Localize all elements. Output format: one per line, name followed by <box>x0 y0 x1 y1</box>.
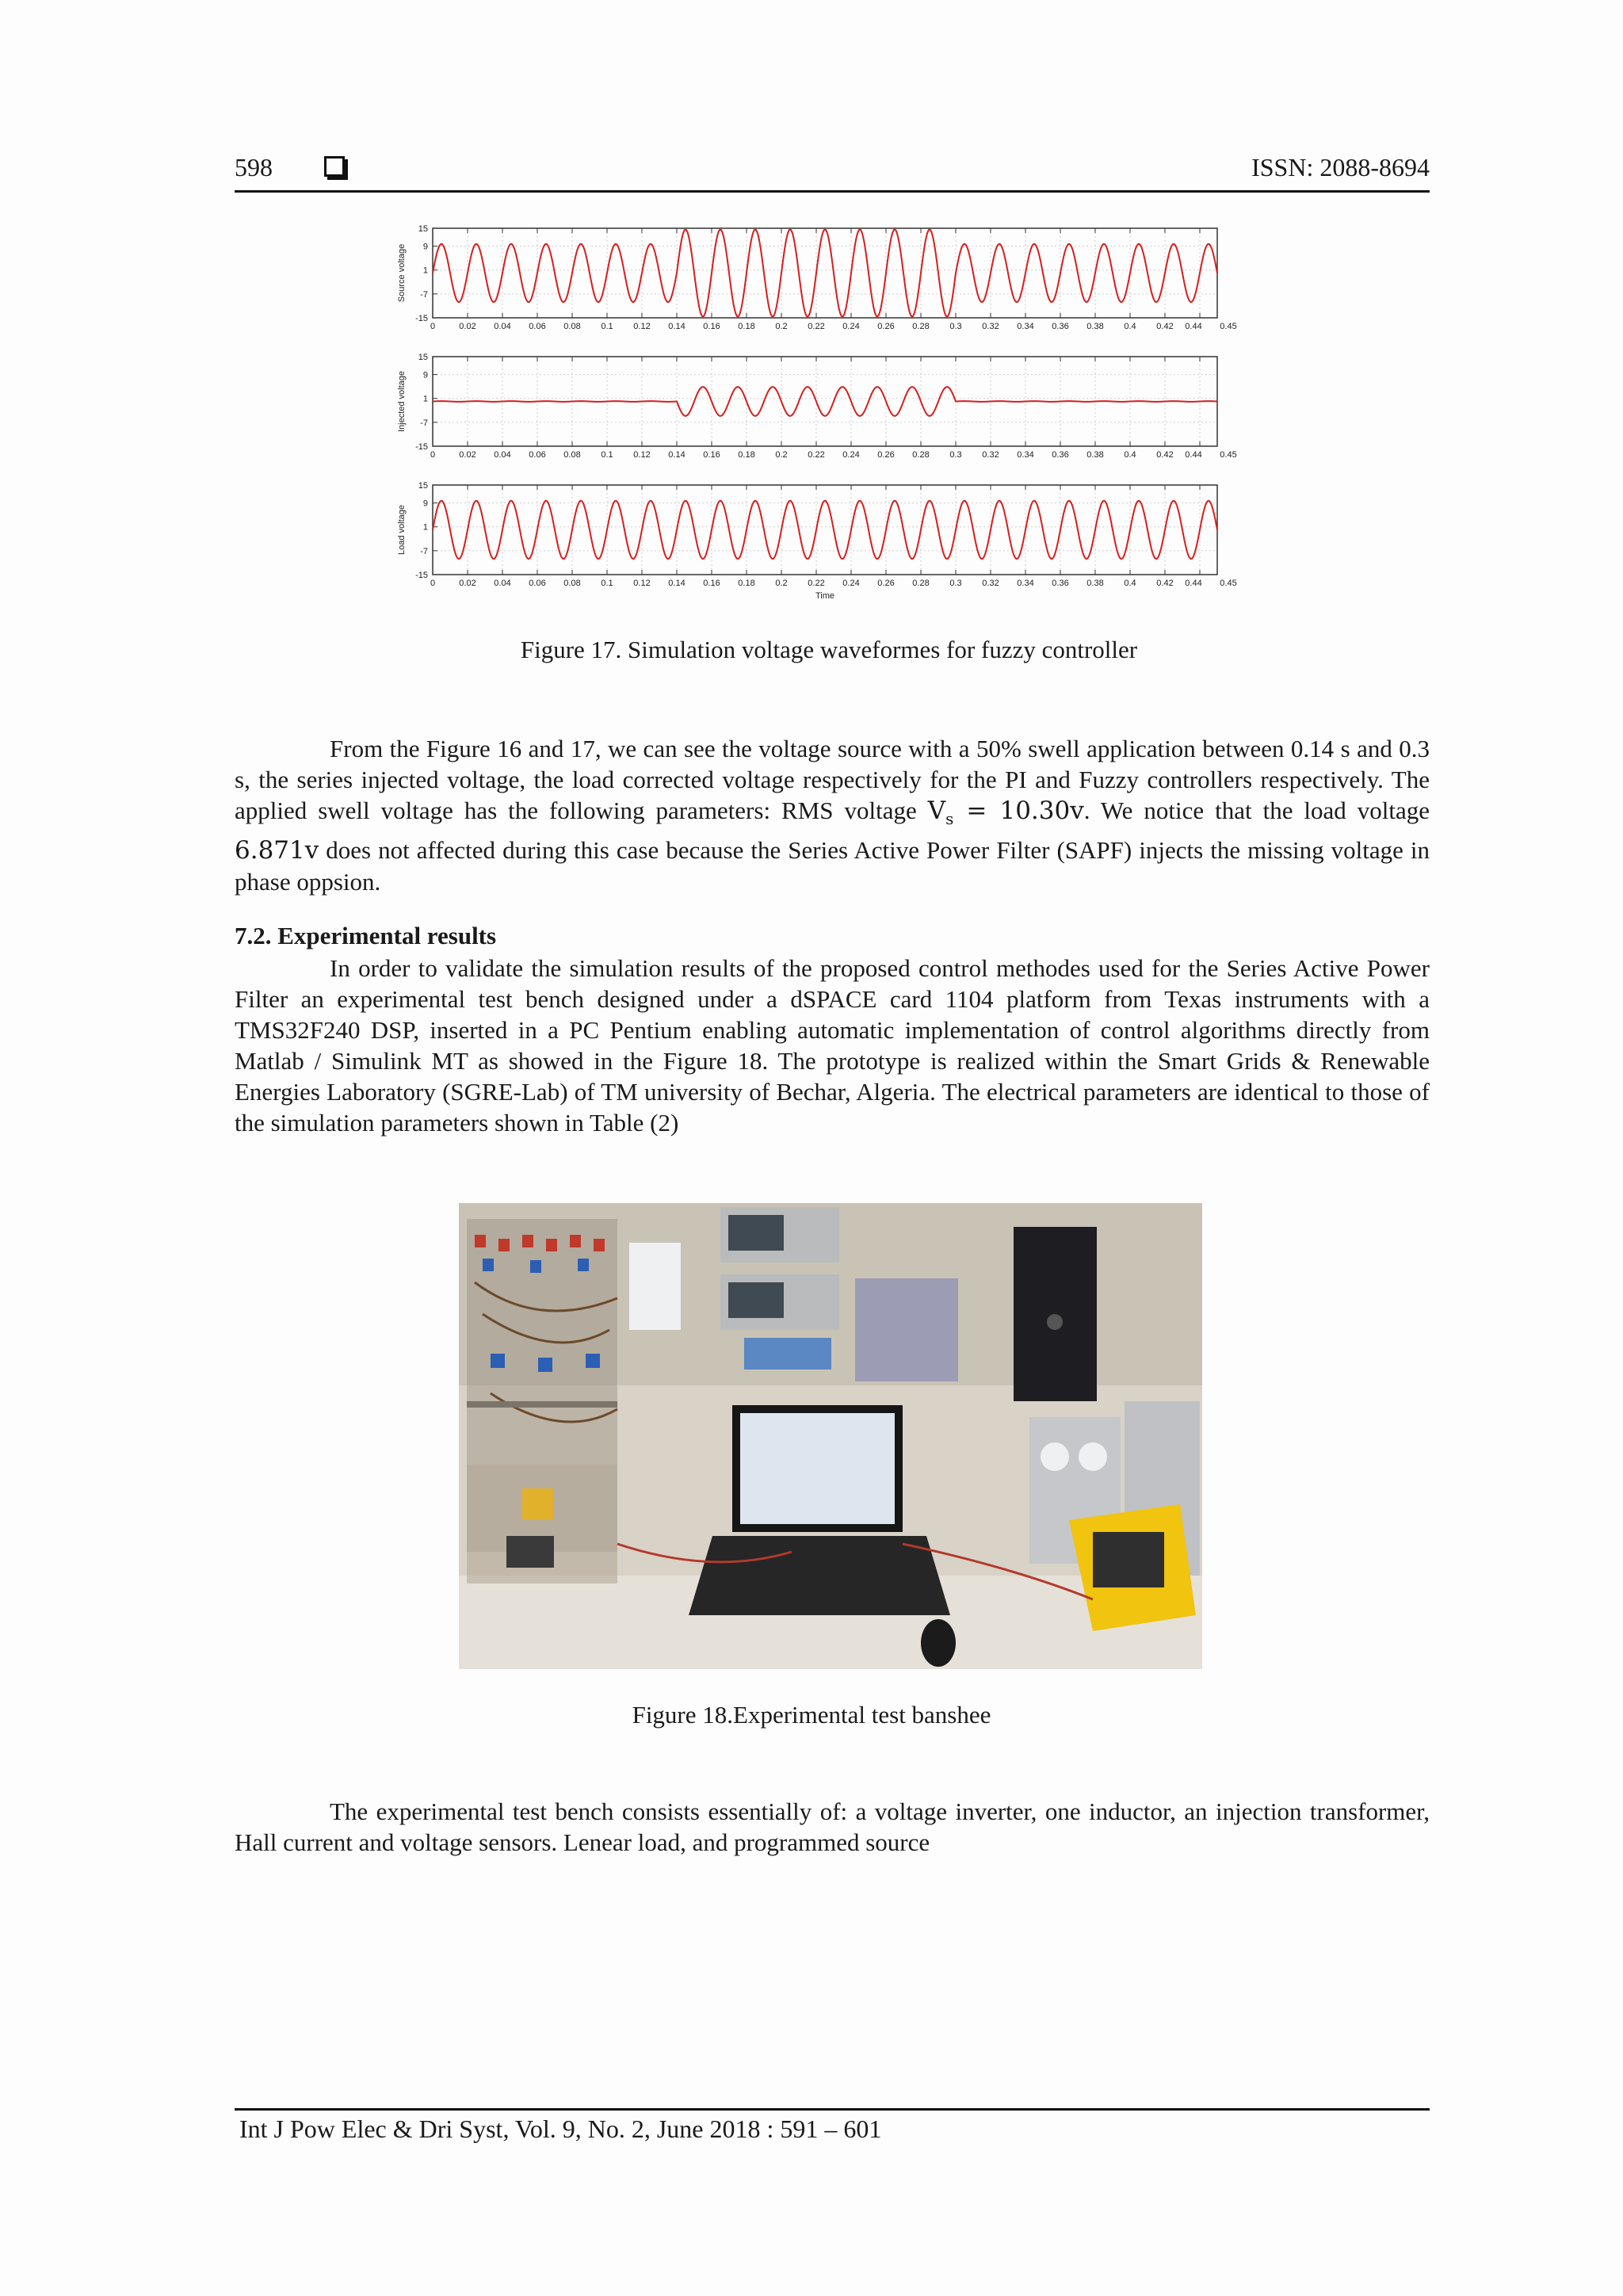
x-tick-label: 0.08 <box>563 579 581 588</box>
y-tick-label: -15 <box>415 571 428 580</box>
page-number: 598 <box>235 153 273 181</box>
x-tick-label: 0.12 <box>633 450 651 460</box>
x-tick-label: 0.26 <box>877 579 895 588</box>
x-tick-label: 0.45 <box>1220 322 1237 331</box>
paragraph-swell-results <box>235 733 1430 897</box>
x-tick-label: 0.38 <box>1086 322 1104 331</box>
x-tick-label: 0.32 <box>982 579 999 588</box>
paragraph-3-text: The experimental test bench consists essentially of: a voltage inverter, one inductor, an injection transformer, Hall current and voltage sensors. Lenear load, and programmed source <box>235 1797 1430 1856</box>
x-tick-label: 0.1 <box>601 450 613 460</box>
x-tick-label: 0.3 <box>949 579 962 588</box>
chart-panel-1 <box>397 353 1237 460</box>
x-tick-label: 0.4 <box>1124 322 1136 331</box>
x-tick-label: 0.1 <box>601 322 613 331</box>
x-tick-label: 0.02 <box>459 579 476 588</box>
x-tick-label: 0.45 <box>1220 450 1237 460</box>
x-tick-label: 0.16 <box>703 579 720 588</box>
y-tick-label: 9 <box>422 242 428 252</box>
y-tick-label: -7 <box>420 289 428 300</box>
x-tick-label: 0.36 <box>1052 322 1069 331</box>
x-tick-label: 0.16 <box>703 322 720 331</box>
x-tick-label: 0.22 <box>808 322 825 331</box>
x-tick-label: 0.04 <box>494 322 511 331</box>
x-tick-label: 0.32 <box>982 450 999 460</box>
section-heading-7-2: 7.2. Experimental results <box>235 922 497 949</box>
x-tick-label: 0.44 <box>1185 322 1202 331</box>
x-tick-label: 0.36 <box>1052 450 1069 460</box>
x-tick-label: 0.18 <box>738 450 755 460</box>
x-tick-label: 0.32 <box>982 322 999 331</box>
y-tick-label: 1 <box>422 522 428 533</box>
x-tick-label: 0.28 <box>912 322 930 331</box>
x-tick-label: 0.2 <box>775 450 788 460</box>
x-tick-label: 0 <box>430 579 436 588</box>
x-tick-label: 0.04 <box>494 579 511 588</box>
x-tick-label: 0.44 <box>1185 579 1202 588</box>
y-axis-label: Source voltage <box>397 243 407 303</box>
plot-frame <box>433 228 1217 318</box>
x-tick-label: 0.12 <box>633 579 651 588</box>
y-tick-label: 1 <box>422 266 428 276</box>
x-tick-label: 0.26 <box>877 322 895 331</box>
x-tick-label: 0.1 <box>601 579 613 588</box>
x-tick-label: 0.2 <box>775 579 788 588</box>
x-tick-label: 0.4 <box>1124 579 1136 588</box>
x-tick-label: 0.3 <box>949 322 962 331</box>
chart-panel-2 <box>397 481 1237 601</box>
x-tick-label: 0.08 <box>563 450 581 460</box>
bench-photo-illustration <box>459 1203 1202 1669</box>
y-tick-label: 15 <box>418 224 428 234</box>
x-tick-label: 0.18 <box>738 579 755 588</box>
x-tick-label: 0.34 <box>1017 322 1034 331</box>
page-footer: Int J Pow Elec & Dri Syst, Vol. 9, No. 2, June 2018 : 591 – 601 <box>239 2115 882 2143</box>
paragraph-1-text-c: does not affected during this case because the Series Active Power Filter (SAPF) injects the missing voltage in phase oppsion. <box>235 836 1430 896</box>
x-tick-label: 0.34 <box>1017 579 1034 588</box>
x-tick-label: 0.26 <box>877 450 895 460</box>
x-tick-label: 0 <box>430 322 436 331</box>
y-axis-label: Injected voltage <box>397 370 407 433</box>
x-tick-label: 0.12 <box>633 322 651 331</box>
x-tick-label: 0.02 <box>459 450 476 460</box>
checkbox-square-icon <box>324 156 345 177</box>
x-tick-label: 0.18 <box>738 322 755 331</box>
y-tick-label: 15 <box>418 481 428 491</box>
page-header <box>235 153 1430 193</box>
x-tick-label: 0.08 <box>563 322 581 331</box>
y-tick-label: -15 <box>415 442 428 452</box>
x-tick-label: 0.24 <box>842 579 860 588</box>
x-tick-label: 0.06 <box>529 322 546 331</box>
issn-label: ISSN: 2088-8694 <box>1251 153 1430 181</box>
waveform-series <box>433 501 1217 559</box>
x-tick-label: 0.44 <box>1185 450 1202 460</box>
x-axis-label: Time <box>815 591 835 601</box>
paragraph-experimental <box>235 953 1430 1138</box>
experimental-bench-photo <box>459 1203 1202 1669</box>
x-tick-label: 0.22 <box>808 579 825 588</box>
x-tick-label: 0.06 <box>529 450 546 460</box>
x-tick-label: 0.22 <box>808 450 825 460</box>
math-vs: $V_s = 10.30v$ <box>927 797 1084 829</box>
x-tick-label: 0.38 <box>1086 450 1104 460</box>
x-tick-label: 0.14 <box>668 322 685 331</box>
x-tick-label: 0.42 <box>1156 322 1174 331</box>
paragraph-2-text: In order to validate the simulation results of the proposed control methodes used for the Series Active Power Filter an experimental test bench designed under a dSPACE card 1104 platform from Texas instruments with a TMS32F240 DSP, inserted in a PC Pentium enabling automatic implementation of control algorithms directly from Matlab / Simulink MT as showed in the Figure 18. The prototype is realized within the Smart Grids & Renewable Energies Laboratory (SGRE-Lab) of TM university of Bechar, Algeria. The electrical parameters are identical to those of the simulation parameters shown in Table (2) <box>235 954 1430 1137</box>
x-tick-label: 0 <box>430 450 436 460</box>
figure-18-caption: Figure 18.Experimental test banshee <box>632 1701 991 1729</box>
y-tick-label: -7 <box>420 546 428 556</box>
x-tick-label: 0.28 <box>912 579 930 588</box>
x-tick-label: 0.2 <box>775 322 788 331</box>
y-tick-label: -7 <box>420 418 428 428</box>
math-load-voltage: 6.871v <box>235 836 319 865</box>
x-tick-label: 0.42 <box>1156 579 1174 588</box>
chart-panel-0 <box>397 224 1237 331</box>
x-tick-label: 0.28 <box>912 450 930 460</box>
paragraph-1-text-a: From the Figure 16 and 17, we can see the voltage source with a 50% swell application between 0.14 s and 0.3 s, the series injected voltage, the load corrected voltage respectively for the PI and Fuzzy controllers respectively. The applied swell voltage has the following parameters: RMS voltage <box>235 735 1430 824</box>
y-tick-label: 9 <box>422 370 428 380</box>
figure-17-caption: Figure 17. Simulation voltage waveformes for fuzzy controller <box>520 636 1138 663</box>
x-tick-label: 0.38 <box>1086 579 1104 588</box>
x-tick-label: 0.45 <box>1220 579 1237 588</box>
y-tick-label: -15 <box>415 314 428 323</box>
x-tick-label: 0.02 <box>459 322 476 331</box>
y-tick-label: 15 <box>418 353 428 362</box>
waveform-series <box>433 230 1217 317</box>
x-tick-label: 0.14 <box>668 579 685 588</box>
plot-frame <box>433 485 1217 575</box>
x-tick-label: 0.24 <box>842 322 860 331</box>
footer-rule <box>235 2108 1430 2111</box>
x-tick-label: 0.24 <box>842 450 860 460</box>
x-tick-label: 0.4 <box>1124 450 1136 460</box>
x-tick-label: 0.14 <box>668 450 685 460</box>
x-tick-label: 0.04 <box>494 450 511 460</box>
paragraph-bench-description <box>235 1796 1430 1858</box>
waveform-series <box>433 387 1217 416</box>
paragraph-1-text-b: . We notice that the load voltage <box>1083 797 1430 824</box>
x-tick-label: 0.3 <box>949 450 962 460</box>
y-tick-label: 1 <box>422 394 428 404</box>
x-tick-label: 0.16 <box>703 450 720 460</box>
x-tick-label: 0.36 <box>1052 579 1069 588</box>
x-tick-label: 0.06 <box>529 579 546 588</box>
x-tick-label: 0.42 <box>1156 450 1174 460</box>
header-rule <box>235 190 1430 193</box>
x-tick-label: 0.34 <box>1017 450 1034 460</box>
y-axis-label: Load voltage <box>397 505 407 555</box>
y-tick-label: 9 <box>422 499 428 509</box>
